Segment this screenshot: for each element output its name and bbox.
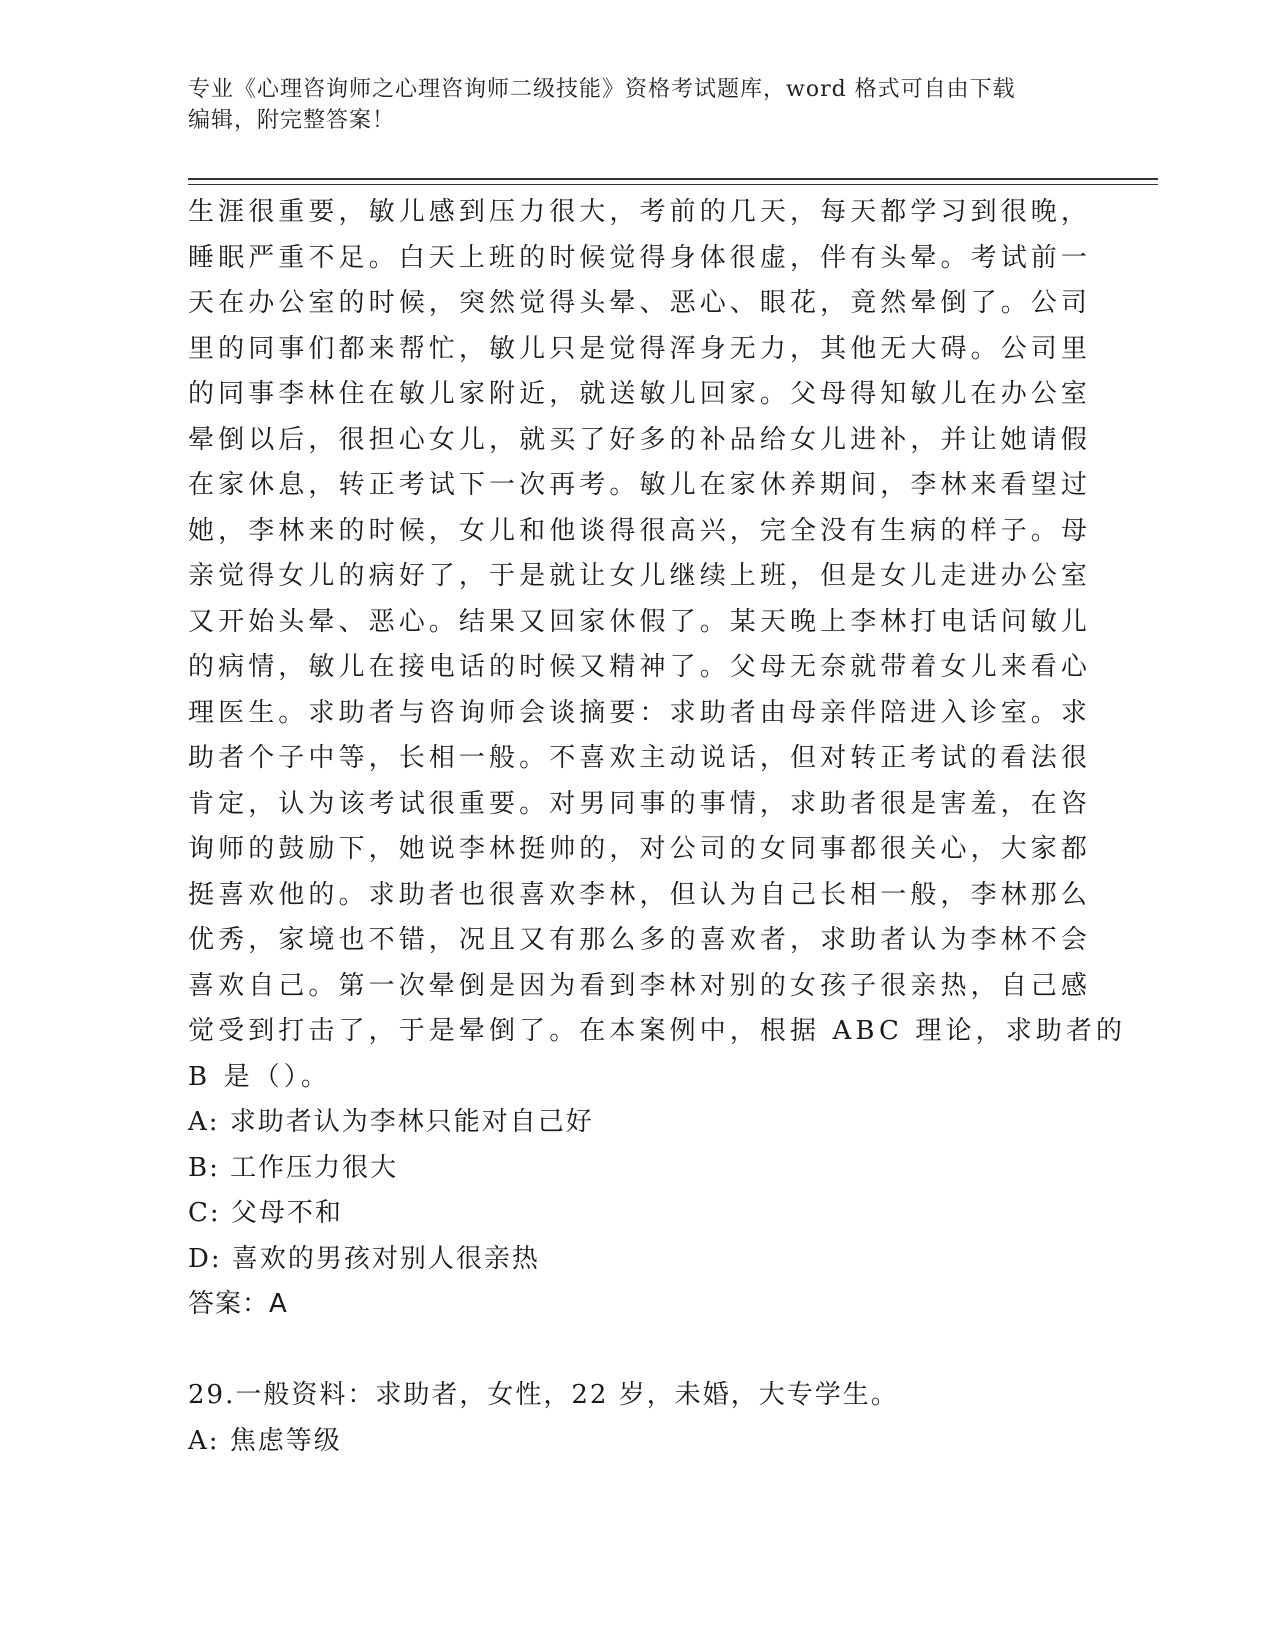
passage-line: 觉受到打击了，于是晕倒了。在本案例中，根据 ABC 理论，求助者的	[188, 1016, 1127, 1046]
passage-line: 生涯很重要，敏儿感到压力很大，考前的几天，每天都学习到很晚，	[188, 197, 1092, 227]
header-line: 编辑，附完整答案！	[188, 108, 396, 133]
passage-line: 又开始头晕、恶心。结果又回家休假了。某天晚上李林打电话问敏儿	[188, 606, 1092, 637]
passage-line: 肯定，认为该考试很重要。对男同事的事情，求助者很是害羞，在咨	[188, 788, 1092, 819]
header-rule	[188, 184, 1158, 185]
document-header	[188, 74, 1068, 136]
header-line: 专业《心理咨询师之心理咨询师二级技能》资格考试题库，word 格式可自由下载	[188, 77, 1016, 102]
passage-line: 挺喜欢他的。求助者也很喜欢李林，但认为自己长相一般，李林那么	[188, 879, 1092, 910]
passage-line: 助者个子中等，长相一般。不喜欢主动说话，但对转正考试的看法很	[188, 743, 1092, 773]
passage-line: 的病情，敏儿在接电话的时候又精神了。父母无奈就带着女儿来看心	[188, 652, 1092, 682]
passage-line: 的同事李林住在敏儿家附近，就送敏儿回家。父母得知敏儿在办公室	[188, 379, 1092, 409]
passage-line: B 是（）。	[188, 1061, 331, 1092]
document-body	[188, 190, 1127, 1464]
answer-key: 答案：A	[188, 1289, 288, 1319]
passage-line: 亲觉得女儿的病好了，于是就让女儿继续上班，但是女儿走进办公室	[188, 561, 1092, 591]
header-rule	[188, 178, 1158, 180]
passage-line: 喜欢自己。第一次晕倒是因为看到李林对别的女孩子很亲热，自己感	[188, 970, 1092, 1001]
spacer	[188, 1328, 1068, 1374]
question-29-stem: 29.一般资料：求助者，女性，22 岁，未婚，大专学生。	[188, 1380, 899, 1410]
passage-line: 天在办公室的时候，突然觉得头晕、恶心、眼花，竟然晕倒了。公司	[188, 288, 1092, 318]
passage-line: 优秀，家境也不错，况且又有那么多的喜欢者，求助者认为李林不会	[188, 925, 1092, 955]
passage-line: 她，李林来的时候，女儿和他谈得很高兴，完全没有生病的样子。母	[188, 515, 1092, 546]
option-c: C: 父母不和	[188, 1198, 343, 1228]
option-a: A: 求助者认为李林只能对自己好	[188, 1107, 594, 1137]
passage-line: 晕倒以后，很担心女儿，就买了好多的补品给女儿进补，并让她请假	[188, 424, 1092, 455]
option-d: D: 喜欢的男孩对别人很亲热	[188, 1243, 540, 1274]
question-passage	[188, 190, 1127, 1100]
option-b: B: 工作压力很大	[188, 1152, 399, 1183]
passage-line: 理医生。求助者与咨询师会谈摘要：求助者由母亲伴陪进入诊室。求	[188, 697, 1092, 728]
passage-line: 在家休息，转正考试下一次再考。敏儿在家休养期间，李林来看望过	[188, 470, 1092, 500]
passage-line: 睡眠严重不足。白天上班的时候觉得身体很虚，伴有头晕。考试前一	[188, 242, 1092, 273]
answer-options	[188, 1100, 1068, 1282]
passage-line: 询师的鼓励下，她说李林挺帅的，对公司的女同事都很关心，大家都	[188, 834, 1092, 864]
question-29-option-a: A: 焦虑等级	[188, 1425, 342, 1456]
passage-line: 里的同事们都来帮忙，敏儿只是觉得浑身无力，其他无大碍。公司里	[188, 333, 1092, 364]
